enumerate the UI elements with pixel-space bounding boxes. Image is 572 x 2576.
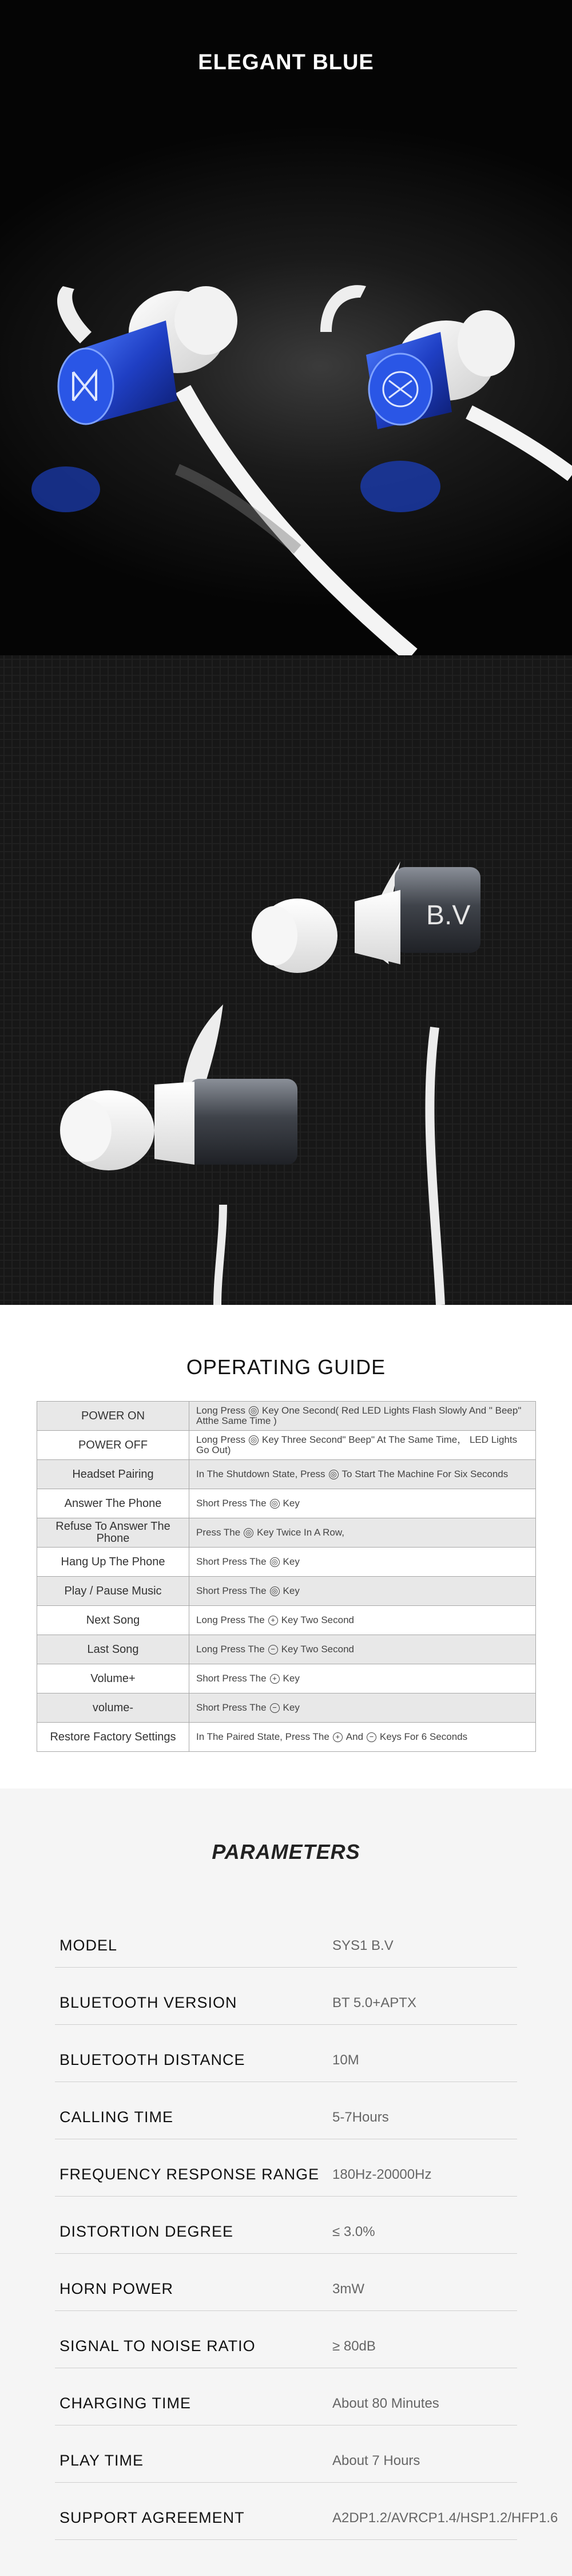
parameter-value: ≤ 3.0% — [332, 2224, 375, 2239]
instruction-text: Key — [283, 1497, 300, 1509]
key-icon: ◎ — [270, 1499, 280, 1509]
instruction-text: Key Twice In A Row, — [257, 1526, 344, 1538]
parameter-key: CHARGING TIME — [59, 2395, 192, 2412]
parameter-key: BLUETOOTH VERSION — [59, 1994, 237, 2011]
instruction-text: Key — [283, 1672, 300, 1684]
guide-action: Volume+ — [37, 1664, 189, 1693]
instruction-text: Short Press The — [196, 1585, 267, 1596]
parameter-key: MODEL — [59, 1937, 118, 1954]
guide-instruction — [189, 1577, 536, 1606]
guide-action: Play / Pause Music — [37, 1577, 189, 1606]
guide-instruction — [189, 1518, 536, 1548]
guide-action: volume- — [37, 1693, 189, 1723]
left-earhook — [57, 286, 92, 343]
parameter-row — [55, 2026, 517, 2082]
parameter-row — [55, 2255, 517, 2311]
blue-earbuds-image — [0, 0, 572, 655]
guide-instruction — [189, 1635, 536, 1664]
key-icon: ◎ — [249, 1406, 259, 1416]
parameter-key: DISTORTION DEGREE — [59, 2223, 234, 2240]
guide-action: Answer The Phone — [37, 1489, 189, 1518]
operating-guide-section — [0, 1305, 572, 1788]
parameter-row — [55, 2083, 517, 2139]
guide-row — [37, 1635, 536, 1664]
instruction-text: Long Press — [196, 1404, 245, 1416]
guide-instruction — [189, 1402, 536, 1431]
parameter-value: SYS1 B.V — [332, 1938, 394, 1953]
instruction-text: Short Press The — [196, 1701, 267, 1713]
guide-instruction — [189, 1723, 536, 1752]
instruction-text: Key Three Second" Beep" At The Same Time， LED Lights Go Out) — [196, 1434, 518, 1455]
parameter-row — [55, 2140, 517, 2197]
parameter-value: About 7 Hours — [332, 2453, 420, 2468]
guide-row — [37, 1693, 536, 1723]
guide-action: Hang Up The Phone — [37, 1548, 189, 1577]
guide-action: Restore Factory Settings — [37, 1723, 189, 1752]
instruction-text: Key One Second( Red LED Lights Flash Slowly And " Beep" Atthe Same Time ) — [196, 1404, 522, 1426]
elegant-blue-title: ELEGANT BLUE — [198, 50, 374, 74]
parameter-row — [55, 2484, 558, 2540]
guide-action: POWER OFF — [37, 1431, 189, 1460]
operating-guide-table — [37, 1401, 536, 1752]
earbud-brand-text: B.V — [426, 900, 471, 931]
key-icon: + — [268, 1616, 278, 1625]
instruction-text: Key — [283, 1701, 300, 1713]
instruction-text: Short Press The — [196, 1672, 267, 1684]
parameter-key: CALLING TIME — [59, 2108, 174, 2126]
key-icon: ◎ — [249, 1435, 259, 1445]
guide-instruction — [189, 1606, 536, 1635]
instruction-text: And — [345, 1731, 364, 1742]
sky-grey-banner — [0, 655, 572, 1305]
instruction-text: Key Two Second — [281, 1643, 354, 1655]
instruction-text: Press The — [196, 1526, 241, 1538]
guide-row — [37, 1489, 536, 1518]
key-icon: + — [270, 1674, 280, 1684]
key-icon: ◎ — [244, 1528, 253, 1538]
guide-row — [37, 1402, 536, 1431]
guide-row — [37, 1723, 536, 1752]
instruction-text: Keys For 6 Seconds — [380, 1731, 468, 1742]
guide-row — [37, 1577, 536, 1606]
parameter-key: SUPPORT AGREEMENT — [59, 2509, 245, 2526]
instruction-text: Short Press The — [196, 1497, 267, 1509]
guide-row — [37, 1606, 536, 1635]
parameter-value: A2DP1.2/AVRCP1.4/HSP1.2/HFP1.6 — [332, 2510, 558, 2526]
parameter-row — [55, 2198, 517, 2254]
guide-instruction — [189, 1693, 536, 1723]
parameters-title: PARAMETERS — [212, 1840, 360, 1863]
guide-instruction — [189, 1431, 536, 1460]
instruction-text: Key Two Second — [281, 1614, 354, 1625]
parameter-key: PLAY TIME — [59, 2452, 144, 2469]
parameter-value: 5-7Hours — [332, 2110, 389, 2125]
key-icon: ◎ — [270, 1586, 280, 1596]
guide-instruction — [189, 1489, 536, 1518]
guide-action: Next Song — [37, 1606, 189, 1635]
guide-row — [37, 1664, 536, 1693]
guide-row — [37, 1548, 536, 1577]
guide-instruction — [189, 1664, 536, 1693]
parameter-key: SIGNAL TO NOISE RATIO — [59, 2337, 256, 2355]
key-icon: − — [270, 1703, 280, 1713]
instruction-text: Long Press The — [196, 1643, 265, 1655]
guide-action: Last Song — [37, 1635, 189, 1664]
parameter-key: FREQUENCY RESPONSE RANGE — [59, 2166, 320, 2183]
elegant-blue-banner — [0, 0, 572, 655]
key-icon: + — [333, 1732, 343, 1742]
guide-action: POWER ON — [37, 1402, 189, 1431]
parameter-row — [55, 1912, 517, 1968]
guide-instruction — [189, 1460, 536, 1489]
right-earhook — [320, 285, 366, 332]
parameter-row — [55, 2312, 517, 2368]
grey-earbuds-image — [0, 655, 572, 1305]
parameter-value: About 80 Minutes — [332, 2396, 439, 2411]
instruction-text: In The Shutdown State, Press — [196, 1468, 325, 1479]
guide-row — [37, 1518, 536, 1548]
instruction-text: Key — [283, 1556, 300, 1567]
instruction-text: Long Press The — [196, 1614, 265, 1625]
parameter-row — [55, 2369, 517, 2425]
key-icon: ◎ — [329, 1470, 339, 1479]
guide-action: Headset Pairing — [37, 1460, 189, 1489]
key-icon: − — [268, 1645, 278, 1655]
parameter-key: BLUETOOTH DISTANCE — [59, 2051, 245, 2068]
parameter-value: 180Hz-20000Hz — [332, 2167, 432, 2182]
guide-instruction — [189, 1548, 536, 1577]
parameter-value: 10M — [332, 2052, 359, 2068]
operating-guide-title: OPERATING GUIDE — [186, 1355, 386, 1379]
parameter-row — [55, 1969, 517, 2025]
key-icon: ◎ — [270, 1557, 280, 1567]
parameter-value: 3mW — [332, 2281, 364, 2297]
instruction-text: Long Press — [196, 1434, 245, 1445]
parameter-value: ≥ 80dB — [332, 2338, 376, 2354]
parameter-row — [55, 2427, 517, 2483]
parameter-value: BT 5.0+APTX — [332, 1995, 416, 2011]
instruction-text: In The Paired State, Press The — [196, 1731, 329, 1742]
instruction-text: To Start The Machine For Six Seconds — [341, 1468, 509, 1479]
key-icon: − — [367, 1732, 376, 1742]
instruction-text: Key — [283, 1585, 300, 1596]
guide-row — [37, 1460, 536, 1489]
guide-row — [37, 1431, 536, 1460]
parameters-section — [0, 1788, 572, 2576]
guide-action: Refuse To Answer The Phone — [37, 1518, 189, 1548]
instruction-text: Short Press The — [196, 1556, 267, 1567]
parameter-key: HORN POWER — [59, 2280, 173, 2297]
